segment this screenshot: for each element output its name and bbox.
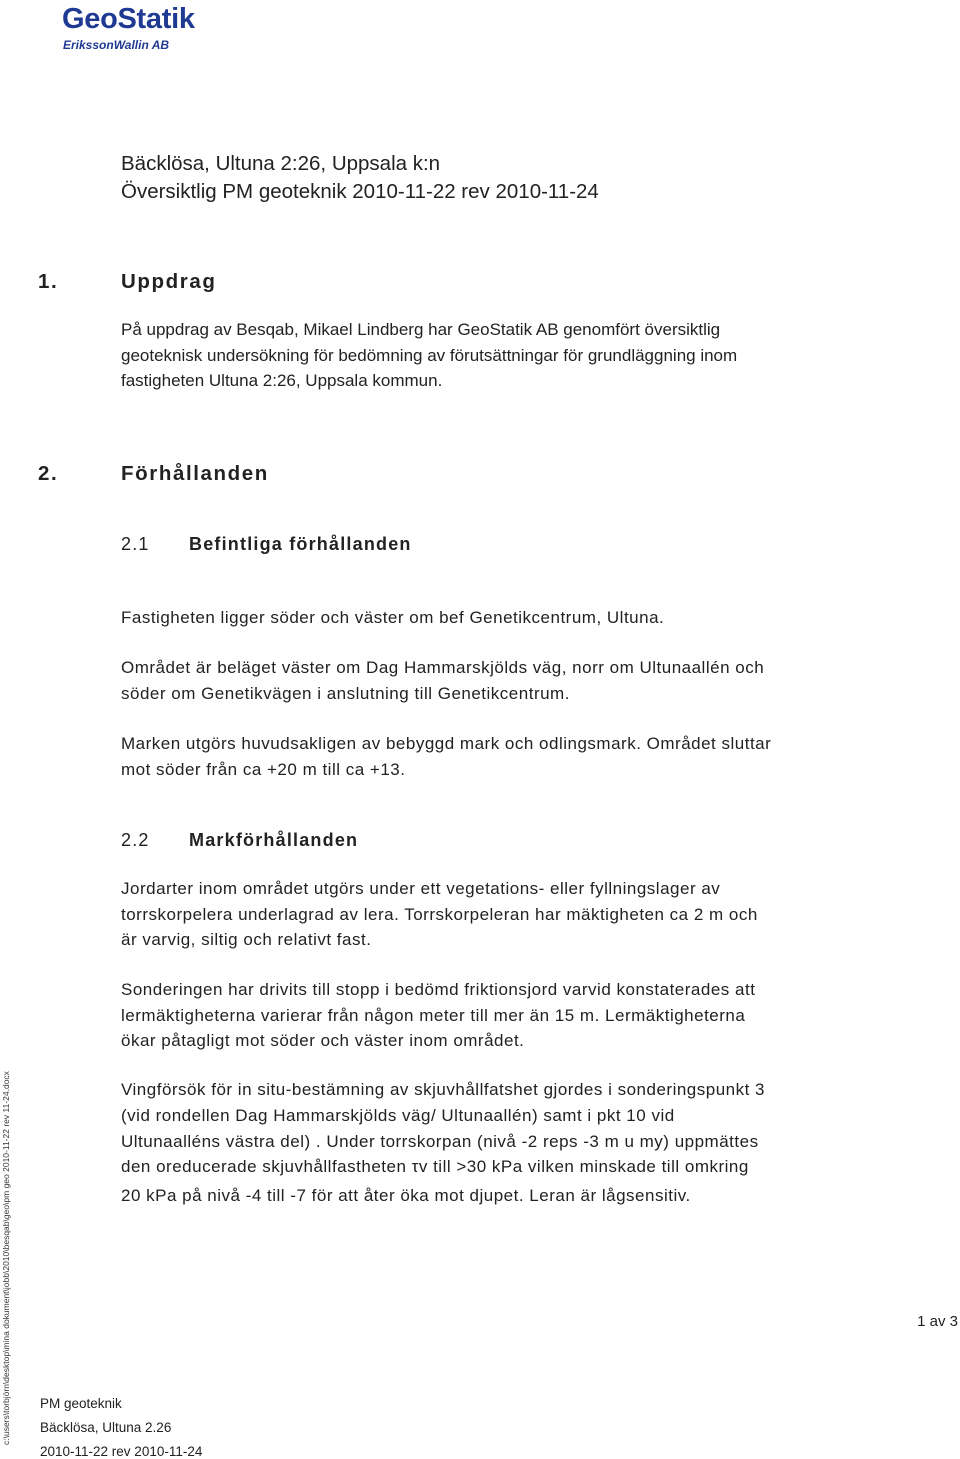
section-2-2-paragraph-2 [121, 977, 841, 1054]
paragraph-line: torrskorpelera underlagrad av lera. Torrskorpeleran har mäktigheten ca 2 m och [121, 904, 758, 924]
footer-line-2: Bäcklösa, Ultuna 2.26 [40, 1420, 172, 1435]
section-2-1-title: Befintliga förhållanden [189, 534, 412, 554]
paragraph-line: är varvig, siltig och relativt fast. [121, 930, 372, 949]
paragraph-line: Området är beläget väster om Dag Hammarskjölds väg, norr om Ultunaallén och [121, 658, 765, 677]
footer-line-3: 2010-11-22 rev 2010-11-24 [40, 1444, 203, 1459]
paragraph-line: Sonderingen har drivits till stopp i bedömd friktionsjord varvid konstaterades att [121, 980, 756, 999]
section-1-heading [38, 270, 216, 294]
paragraph-line: fastigheten Ultuna 2:26, Uppsala kommun. [121, 371, 443, 390]
paragraph-line: mot söder från ca +20 m till ca +13. [121, 759, 406, 779]
section-2-2-heading [121, 830, 358, 851]
section-1-title: Uppdrag [121, 270, 217, 293]
title-line-1: Bäcklösa, Ultuna 2:26, Uppsala k:n [121, 152, 441, 175]
logo-name: GeoStatik [62, 3, 195, 35]
paragraph-line: Vingförsök för in situ-bestämning av skjuvhållfatshet gjordes i sonderingspunkt 3 [121, 1080, 766, 1099]
company-logo [62, 2, 195, 52]
paragraph-line: (vid rondellen Dag Hammarskjölds väg/ Ultunaallén) samt i pkt 10 vid [121, 1105, 675, 1125]
file-path-margin-text: c:\users\torbjörn\desktop\mina dokument\jobb\2010\besqab\geo\pm geo 2010-11-22 rev 11-24.docx [1, 1071, 11, 1445]
section-2-number: 2. [38, 462, 59, 485]
section-2-1-number: 2.1 [121, 534, 150, 554]
paragraph-line: den oreducerade skjuvhållfastheten τv till >30 kPa vilken minskade till omkring [121, 1157, 749, 1177]
paragraph-line: Ultunaalléns västra del) . Under torrskorpan (nivå -2 reps -3 m u my) uppmättes [121, 1131, 759, 1151]
section-2-heading [38, 462, 269, 486]
paragraph-line: geoteknisk undersökning för bedömning av förutsättningar för grundläggning inom [121, 345, 738, 365]
section-2-1-paragraph-3 [121, 731, 841, 782]
section-1-number: 1. [38, 270, 59, 293]
section-2-title: Förhållanden [121, 462, 269, 485]
section-2-2-paragraph-1 [121, 876, 841, 953]
page-number: 1 av 3 [917, 1313, 958, 1330]
logo-subtitle: ErikssonWallin AB [63, 38, 170, 52]
footer-line-1: PM geoteknik [40, 1396, 122, 1411]
section-1-paragraph [121, 317, 841, 394]
section-2-1-paragraph-2 [121, 655, 841, 706]
paragraph-line: 20 kPa på nivå -4 till -7 för att åter öka mot djupet. Leran är lågsensitiv. [121, 1186, 691, 1206]
section-2-1-paragraph-1 [121, 605, 841, 631]
section-2-2-number: 2.2 [121, 830, 150, 850]
paragraph-line: Fastigheten ligger söder och väster om bef Genetikcentrum, Ultuna. [121, 608, 665, 627]
paragraph-line: söder om Genetikvägen i anslutning till Genetikcentrum. [121, 683, 570, 703]
paragraph-line: Jordarter inom området utgörs under ett vegetations- eller fyllningslager av [121, 879, 721, 898]
section-2-1-heading [121, 534, 412, 555]
paragraph-line: Marken utgörs huvudsakligen av bebyggd mark och odlingsmark. Området sluttar [121, 734, 772, 753]
paragraph-line: lermäktigheterna varierar från någon meter till mer än 15 m. Lermäktigheterna [121, 1005, 746, 1025]
document-title [121, 150, 599, 206]
title-line-2: Översiktlig PM geoteknik 2010-11-22 rev 2010-11-24 [121, 180, 599, 203]
paragraph-line: På uppdrag av Besqab, Mikael Lindberg har GeoStatik AB genomfört översiktlig [121, 320, 721, 339]
paragraph-line: ökar påtagligt mot söder och väster inom området. [121, 1031, 525, 1050]
section-2-2-title: Markförhållanden [189, 830, 359, 850]
section-2-2-paragraph-3 [121, 1077, 841, 1209]
